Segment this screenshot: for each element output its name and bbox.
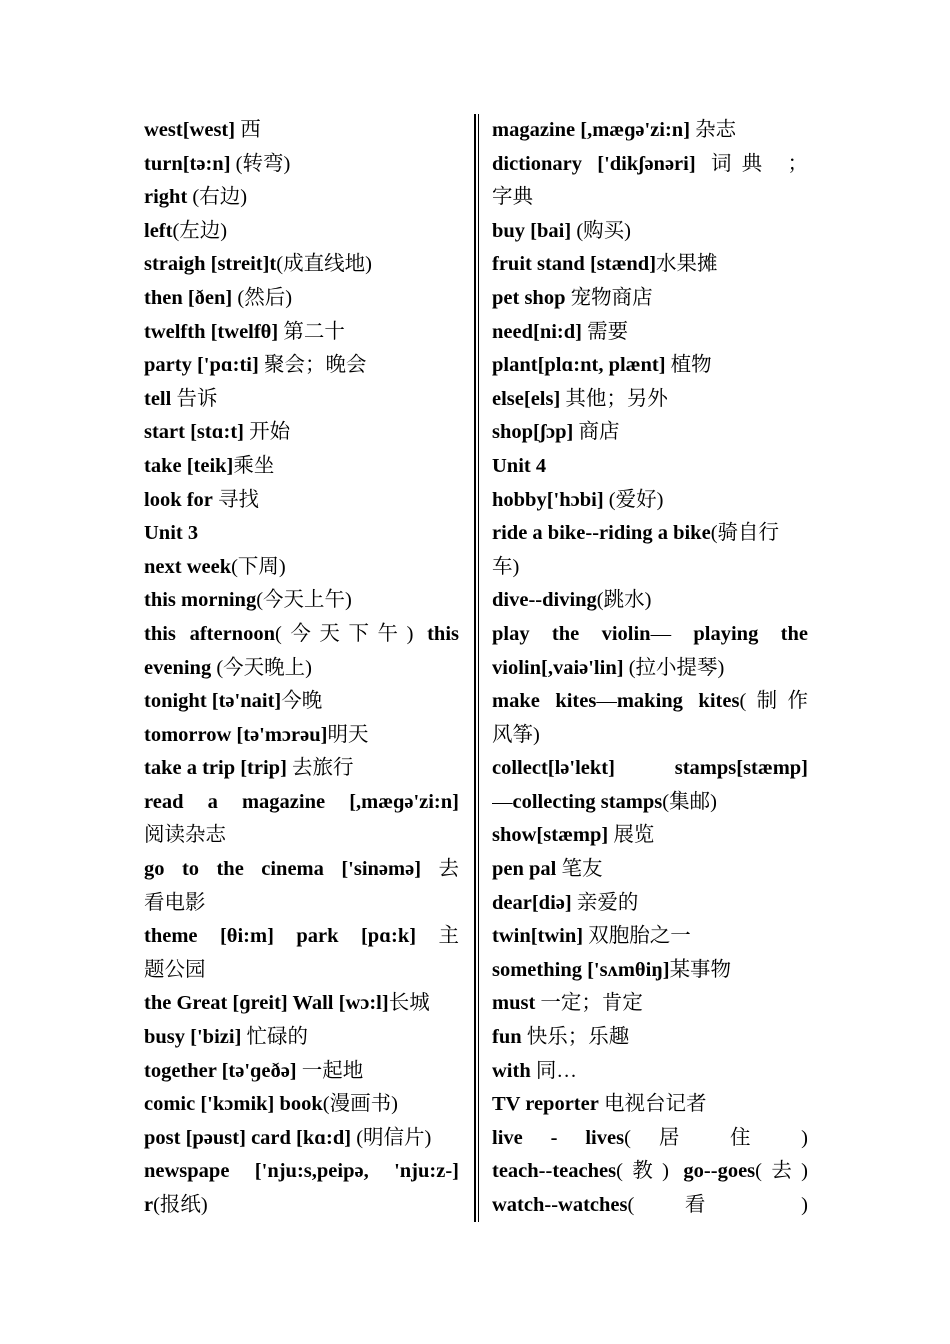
chinese-meaning: 杂志 bbox=[690, 119, 737, 141]
english-term: make kites bbox=[492, 690, 597, 713]
vocab-line bbox=[144, 1122, 459, 1156]
chinese-meaning: (然后) bbox=[237, 286, 293, 309]
vocab-line bbox=[492, 819, 808, 853]
vocab-line bbox=[492, 1021, 808, 1055]
english-term: busy ['bizi] bbox=[144, 1026, 242, 1049]
vocab-line bbox=[492, 887, 808, 921]
chinese-meaning: 寻找 bbox=[212, 488, 260, 511]
chinese-meaning: 词典 ； bbox=[695, 152, 808, 175]
vocab-line bbox=[492, 786, 808, 820]
english-term: go to the cinema ['sinəmə] bbox=[144, 858, 422, 881]
chinese-meaning: ( 居 住 ) bbox=[624, 1126, 808, 1149]
vocab-line bbox=[492, 114, 808, 148]
vocab-line bbox=[492, 1088, 808, 1122]
english-term: comic ['kɔmik] book bbox=[144, 1093, 323, 1116]
vocab-line bbox=[144, 148, 459, 182]
vocab-line bbox=[144, 954, 459, 988]
english-term: newspape ['nju:s,peipə, 'nju:z-] bbox=[144, 1160, 459, 1183]
chinese-meaning: (骑自行 bbox=[710, 522, 780, 545]
english-term: dictionary ['dikʃənəri] bbox=[492, 152, 696, 175]
english-term: tomorrow [tə'mɔrəu] bbox=[144, 723, 328, 746]
chinese-meaning: — bbox=[650, 622, 672, 645]
vocab-line bbox=[492, 853, 808, 887]
vocab-line bbox=[492, 987, 808, 1021]
english-term: buy [bai] bbox=[492, 219, 577, 242]
english-term: go--goes bbox=[668, 1160, 756, 1183]
vocab-line bbox=[492, 1155, 808, 1189]
chinese-meaning: 聚会；晚会 bbox=[258, 354, 367, 377]
chinese-meaning: 笔友 bbox=[556, 858, 603, 881]
vocab-line bbox=[144, 383, 459, 417]
english-term: else[els] bbox=[492, 387, 561, 410]
vocab-line bbox=[144, 618, 459, 652]
english-term: collecting stamps bbox=[512, 790, 663, 813]
vocab-line bbox=[492, 920, 808, 954]
chinese-meaning: (制作 bbox=[739, 690, 808, 713]
english-term: left bbox=[144, 219, 173, 242]
english-term: this afternoon bbox=[144, 622, 275, 645]
chinese-meaning: (跳水) bbox=[596, 589, 652, 612]
chinese-meaning: — bbox=[492, 790, 513, 813]
vocab-line bbox=[144, 652, 459, 686]
english-term: teach--teaches bbox=[492, 1160, 617, 1183]
chinese-meaning: 看电影 bbox=[144, 891, 206, 914]
chinese-meaning: 水果摊 bbox=[656, 253, 718, 276]
vocab-line bbox=[144, 752, 459, 786]
english-term: this morning bbox=[144, 589, 257, 612]
chinese-meaning: 电视台记者 bbox=[598, 1093, 707, 1116]
chinese-meaning: 告诉 bbox=[171, 387, 218, 410]
chinese-meaning: 快乐；乐趣 bbox=[521, 1026, 630, 1049]
english-term: with bbox=[492, 1059, 531, 1082]
chinese-meaning: 车) bbox=[492, 555, 520, 578]
vocab-line bbox=[492, 484, 808, 518]
english-term: read a magazine [,mæɡə'zi:n] bbox=[144, 790, 459, 813]
vocab-line bbox=[144, 484, 459, 518]
chinese-meaning: 去 bbox=[421, 858, 459, 881]
vocab-line bbox=[492, 954, 808, 988]
chinese-meaning: 题公园 bbox=[144, 958, 206, 981]
vocab-line bbox=[144, 1189, 459, 1223]
chinese-meaning: 乘坐 bbox=[233, 454, 275, 477]
english-term: dive--diving bbox=[492, 589, 597, 612]
chinese-meaning: (集邮) bbox=[662, 790, 717, 813]
chinese-meaning: (成直线地) bbox=[276, 253, 372, 276]
english-term: violin[,vaiə'lin] bbox=[492, 656, 629, 679]
vocab-line bbox=[144, 551, 459, 585]
chinese-meaning: 长城 bbox=[388, 992, 430, 1015]
chinese-meaning: (右边) bbox=[192, 186, 248, 209]
english-term: tonight [tə'nait] bbox=[144, 690, 282, 713]
vocab-line bbox=[492, 215, 808, 249]
english-term: playing the bbox=[671, 622, 808, 645]
chinese-meaning: 双胞胎之一 bbox=[583, 925, 691, 948]
english-term: straigh [streit]t bbox=[144, 253, 277, 276]
english-term: something ['sʌmθiŋ] bbox=[492, 958, 670, 981]
english-term: shop[ʃɔp] bbox=[492, 421, 574, 444]
vocab-line bbox=[144, 1155, 459, 1189]
chinese-meaning: 字典 bbox=[492, 186, 533, 209]
english-term: magazine [,mæɡə'zi:n] bbox=[492, 119, 691, 141]
chinese-meaning: 明天 bbox=[327, 723, 369, 746]
vocab-line bbox=[144, 786, 459, 820]
vocab-line bbox=[144, 685, 459, 719]
chinese-meaning: 某事物 bbox=[669, 958, 732, 981]
vocab-line bbox=[144, 450, 459, 484]
chinese-meaning: 需要 bbox=[581, 320, 629, 343]
english-term: collect[lə'lekt] stamps[stæmp] bbox=[492, 757, 808, 780]
english-term: live - lives bbox=[492, 1126, 625, 1149]
english-term: r bbox=[144, 1194, 154, 1216]
vocab-line bbox=[492, 383, 808, 417]
vocab-line bbox=[144, 1088, 459, 1122]
chinese-meaning: 一起地 bbox=[296, 1059, 364, 1082]
chinese-meaning: 开始 bbox=[244, 421, 291, 444]
english-term: fruit stand [stænd] bbox=[492, 253, 657, 276]
english-term: pet shop bbox=[492, 286, 566, 309]
vocab-line bbox=[492, 450, 808, 484]
english-term: together [tə'ɡeðə] bbox=[144, 1059, 297, 1082]
vocab-line bbox=[144, 584, 459, 618]
vocab-line bbox=[492, 282, 808, 316]
chinese-meaning: 商店 bbox=[573, 421, 620, 444]
column-divider bbox=[474, 114, 479, 1222]
english-term: fun bbox=[492, 1026, 522, 1049]
vocab-line bbox=[144, 316, 459, 350]
english-term: ride a bike--riding a bike bbox=[492, 522, 711, 545]
chinese-meaning: 一定；肯定 bbox=[535, 992, 643, 1015]
english-term: post [pəust] card [kɑ:d] bbox=[144, 1126, 357, 1149]
vocab-line bbox=[144, 819, 459, 853]
vocab-line bbox=[492, 1122, 808, 1156]
vocab-line bbox=[144, 920, 459, 954]
english-term: need[ni:d] bbox=[492, 320, 582, 343]
vocab-line bbox=[144, 416, 459, 450]
vocab-line bbox=[492, 618, 808, 652]
chinese-meaning: (拉小提琴) bbox=[628, 656, 725, 679]
vocab-line bbox=[492, 181, 808, 215]
english-term: evening bbox=[144, 656, 217, 679]
chinese-meaning: 植物 bbox=[665, 354, 712, 377]
chinese-meaning: (报纸) bbox=[153, 1194, 208, 1216]
english-term: twelfth [twelfθ] bbox=[144, 320, 279, 343]
english-term: pen pal bbox=[492, 858, 557, 881]
chinese-meaning: 亲爱的 bbox=[571, 891, 639, 914]
english-term: plant[plɑ:nt, plænt] bbox=[492, 354, 666, 377]
chinese-meaning: 展览 bbox=[608, 824, 655, 847]
vocab-line bbox=[492, 148, 808, 182]
chinese-meaning: 今晚 bbox=[281, 690, 323, 713]
english-term: Unit 4 bbox=[492, 454, 547, 477]
vocab-line bbox=[492, 752, 808, 786]
vocab-line bbox=[492, 1055, 808, 1089]
english-term: Unit 3 bbox=[144, 522, 199, 545]
vocab-line bbox=[492, 685, 808, 719]
english-term: turn[tə:n] bbox=[144, 152, 236, 175]
vocab-line bbox=[144, 349, 459, 383]
english-term: making kites bbox=[616, 690, 740, 713]
vocab-line bbox=[492, 551, 808, 585]
english-term: play the violin bbox=[492, 622, 651, 645]
vocab-line bbox=[144, 887, 459, 921]
english-term: start [stɑ:t] bbox=[144, 421, 244, 444]
vocab-line bbox=[492, 248, 808, 282]
english-term: next week bbox=[144, 555, 232, 578]
chinese-meaning: 第二十 bbox=[278, 320, 345, 343]
chinese-meaning: ( 看 ) bbox=[627, 1194, 808, 1216]
english-term: theme [θi:m] park [pɑ:k] bbox=[144, 925, 417, 948]
vocab-line bbox=[492, 1189, 808, 1223]
english-term: take a trip [trip] bbox=[144, 757, 287, 780]
vocab-line bbox=[144, 987, 459, 1021]
vocab-line bbox=[492, 719, 808, 753]
english-term: tell bbox=[144, 387, 172, 410]
vocab-line bbox=[492, 349, 808, 383]
english-term: party ['pɑ:ti] bbox=[144, 354, 259, 377]
vocab-line bbox=[144, 853, 459, 887]
vocab-line bbox=[144, 719, 459, 753]
vocab-line bbox=[144, 282, 459, 316]
english-term: must bbox=[492, 992, 536, 1015]
vocab-line bbox=[492, 517, 808, 551]
english-term: the Great [ɡreit] Wall [wɔ:l] bbox=[144, 992, 389, 1015]
chinese-meaning: 去旅行 bbox=[286, 757, 354, 780]
vocab-line bbox=[492, 316, 808, 350]
english-term: right bbox=[144, 186, 193, 209]
vocab-line bbox=[144, 248, 459, 282]
chinese-meaning: (爱好) bbox=[608, 488, 664, 511]
chinese-meaning: (下周) bbox=[231, 555, 286, 578]
vocab-line bbox=[144, 517, 459, 551]
chinese-meaning: (左边) bbox=[172, 219, 228, 242]
vocab-line bbox=[144, 114, 459, 148]
english-term: watch--watches bbox=[492, 1194, 628, 1216]
chinese-meaning: 风筝) bbox=[492, 723, 540, 746]
english-term: then [ðen] bbox=[144, 286, 238, 309]
chinese-meaning: (明信片) bbox=[356, 1126, 432, 1149]
chinese-meaning: (今天晚上) bbox=[216, 656, 312, 679]
english-term: this bbox=[413, 622, 459, 645]
vocab-line bbox=[144, 1055, 459, 1089]
vocab-line bbox=[144, 1021, 459, 1055]
chinese-meaning: 其他；另外 bbox=[560, 387, 668, 410]
chinese-meaning: (教) bbox=[616, 1160, 669, 1183]
vocab-line bbox=[144, 181, 459, 215]
english-term: show[stæmp] bbox=[492, 824, 609, 847]
chinese-meaning: (今天下午) bbox=[274, 622, 414, 645]
right-column bbox=[492, 114, 808, 1223]
chinese-meaning: 阅读杂志 bbox=[144, 824, 226, 847]
chinese-meaning: (漫画书) bbox=[322, 1093, 398, 1116]
chinese-meaning: — bbox=[596, 690, 617, 713]
chinese-meaning: 忙碌的 bbox=[241, 1026, 309, 1049]
chinese-meaning: (转弯) bbox=[235, 152, 291, 175]
chinese-meaning: 主 bbox=[416, 925, 459, 948]
chinese-meaning: (去) bbox=[755, 1160, 808, 1183]
english-term: dear[diə] bbox=[492, 891, 572, 914]
chinese-meaning: 同… bbox=[530, 1059, 577, 1082]
english-term: west[west] bbox=[144, 119, 236, 141]
vocab-line bbox=[144, 215, 459, 249]
english-term: hobby['hɔbi] bbox=[492, 488, 609, 511]
english-term: TV reporter bbox=[492, 1093, 599, 1116]
chinese-meaning: 西 bbox=[235, 119, 261, 141]
chinese-meaning: (购买) bbox=[576, 219, 631, 242]
english-term: take [teik] bbox=[144, 454, 234, 477]
english-term: twin[twin] bbox=[492, 925, 584, 948]
vocab-line bbox=[492, 416, 808, 450]
vocab-line bbox=[492, 584, 808, 618]
english-term: look for bbox=[144, 488, 213, 511]
left-column bbox=[144, 114, 459, 1223]
chinese-meaning: 宠物商店 bbox=[565, 286, 653, 309]
vocab-line bbox=[492, 652, 808, 686]
chinese-meaning: (今天上午) bbox=[256, 589, 352, 612]
